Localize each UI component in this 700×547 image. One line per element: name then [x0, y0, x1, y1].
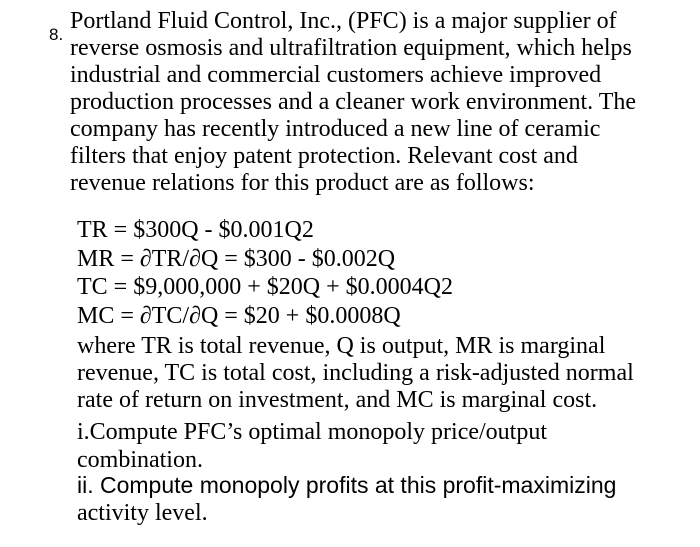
intro-line: revenue relations for this product are as follows:: [70, 170, 535, 196]
definition-line: revenue, TC is total cost, including a risk-adjusted normal: [77, 360, 634, 386]
intro-paragraph: [70, 8, 695, 197]
intro-line: Portland Fluid Control, Inc., (PFC) is a major supplier of: [70, 8, 617, 34]
part-ii-line: ii. Compute monopoly profits at this profit-maximizing: [77, 472, 617, 498]
intro-line: filters that enjoy patent protection. Relevant cost and: [70, 143, 578, 169]
equation-mr: MR = ∂TR/∂Q = $300 - $0.002Q: [77, 245, 396, 272]
definition-line: rate of return on investment, and MC is marginal cost.: [77, 387, 598, 413]
part-ii-line: activity level.: [77, 500, 208, 526]
part-i-line: combination.: [77, 447, 203, 473]
intro-line: company has recently introduced a new line of ceramic: [70, 116, 601, 142]
equation-tr: TR = $300Q - $0.001Q2: [77, 217, 314, 243]
part-i-line: i.Compute PFC’s optimal monopoly price/output: [77, 419, 548, 445]
part-ii: [77, 471, 700, 527]
definition-line: where TR is total revenue, Q is output, MR is marginal: [77, 333, 606, 359]
equation-tc: TC = $9,000,000 + $20Q + $0.0004Q2: [77, 274, 453, 300]
intro-line: industrial and commercial customers achieve improved: [70, 62, 602, 88]
equations-block: [77, 216, 700, 330]
question-number: 8.: [49, 25, 64, 44]
intro-line: production processes and a cleaner work environment. The: [70, 89, 637, 115]
definitions-paragraph: [77, 333, 700, 414]
part-i: [77, 418, 700, 474]
equation-mc: MC = ∂TC/∂Q = $20 + $0.0008Q: [77, 302, 401, 329]
intro-line: reverse osmosis and ultrafiltration equipment, which helps: [70, 35, 632, 61]
